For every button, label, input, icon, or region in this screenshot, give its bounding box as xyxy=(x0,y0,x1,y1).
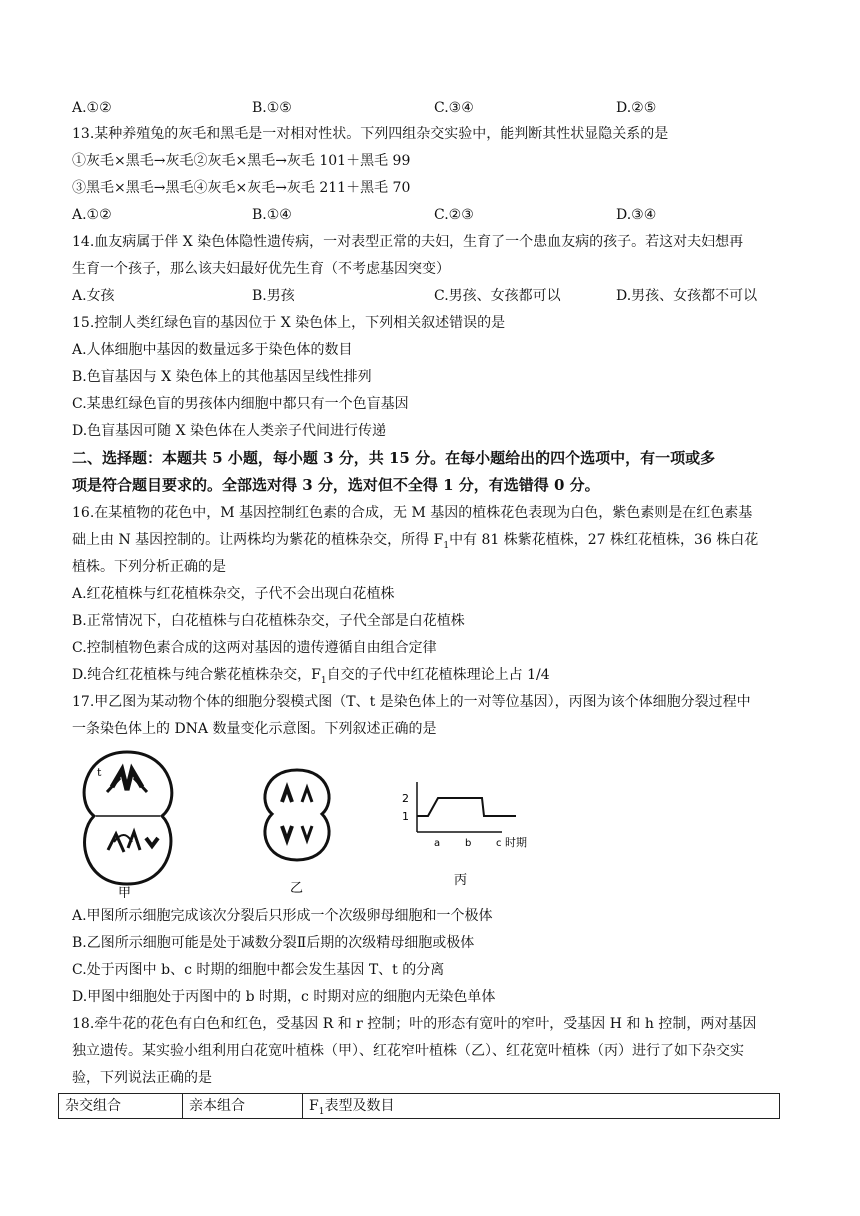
q13-stem: 13.某种养殖兔的灰毛和黑毛是一对相对性状。下列四组杂交实验中，能判断其性状显隐关系的是 xyxy=(72,126,669,142)
q15-option-c: C.某患红绿色盲的男孩体内细胞中都只有一个色盲基因 xyxy=(72,396,409,412)
figure-jia-gene-t: t xyxy=(97,766,102,779)
q16-option-d-post: 自交的子代中红花植株理论上占 1/4 xyxy=(326,667,550,683)
q16-stem-line-2 xyxy=(72,530,758,556)
figure-yi-cell xyxy=(265,770,329,860)
graph-y-tick-2: 2 xyxy=(402,792,409,805)
q12-option-c: C.③④ xyxy=(434,100,474,116)
q13-option-d: D.③④ xyxy=(616,207,657,223)
q14-option-c: C.男孩、女孩都可以 xyxy=(434,288,561,304)
q12-option-d: D.②⑤ xyxy=(616,100,657,116)
q13-option-c: C.②③ xyxy=(434,207,474,223)
graph-y-tick-1: 1 xyxy=(402,810,409,823)
q14-option-b: B.男孩 xyxy=(252,288,295,304)
section2-heading-line-2: 项是符合题目要求的。全部选对得 3 分，选对但不全得 1 分，有选错得 0 分。 xyxy=(72,476,600,494)
figure-bing-label: 丙 xyxy=(454,873,468,888)
q13-option-a: A.①② xyxy=(72,207,112,223)
figure-yi-label: 乙 xyxy=(290,881,304,896)
q16-option-d-subscript: 1 xyxy=(320,675,327,686)
q16-stem-line-2-post: 中有 81 株紫花植株，27 株红花植株，36 株白花 xyxy=(449,532,759,548)
figure-bing-graph xyxy=(417,782,516,832)
q13-cross-1-2: ①灰毛×黑毛→灰毛②灰毛×黑毛→灰毛 101＋黑毛 99 xyxy=(72,153,411,169)
q17-figures xyxy=(72,742,602,898)
q12-option-b: B.①⑤ xyxy=(252,100,292,116)
q13-option-b: B.①④ xyxy=(252,207,292,223)
q13-cross-3-4: ③黑毛×黑毛→黑毛④灰毛×灰毛→灰毛 211＋黑毛 70 xyxy=(72,180,411,196)
q17-option-b: B.乙图所示细胞可能是处于减数分裂Ⅱ后期的次级精母细胞或极体 xyxy=(72,935,475,951)
q16-stem-line-2-pre: 础上由 N 基因控制的。让两株均为紫花的植株杂交，所得 F xyxy=(72,532,444,548)
table-header-f1-subscript: 1 xyxy=(318,1106,325,1117)
graph-x-tick-a: a xyxy=(434,838,441,849)
q18-stem-line-1: 18.牵牛花的花色有白色和红色，受基因 R 和 r 控制；叶的形态有宽叶的窄叶，受基因 H 和 h 控制，两对基因 xyxy=(72,1016,757,1032)
q18-stem-line-2: 独立遗传。某实验小组利用白花宽叶植株（甲）、红花窄叶植株（乙）、红花宽叶植株（丙）进行了如下杂交实 xyxy=(72,1043,744,1059)
q14-stem-line-2: 生育一个孩子，那么该夫妇最好优先生育（不考虑基因突变） xyxy=(72,261,450,277)
table-header-f1 xyxy=(303,1094,779,1118)
section2-heading-line-1: 二、选择题：本题共 5 小题，每小题 3 分，共 15 分。在每小题给出的四个选项中，有一项或多 xyxy=(72,449,716,467)
table-header-cross: 杂交组合 xyxy=(59,1094,183,1118)
q15-stem: 15.控制人类红绿色盲的基因位于 X 染色体上，下列相关叙述错误的是 xyxy=(72,315,506,331)
q15-option-d: D.色盲基因可随 X 染色体在人类亲子代间进行传递 xyxy=(72,423,387,439)
q17-option-a: A.甲图所示细胞完成该次分裂后只形成一个次级卵母细胞和一个极体 xyxy=(72,908,493,924)
q15-option-a: A.人体细胞中基因的数量远多于染色体的数目 xyxy=(72,342,353,358)
q17-stem-line-1: 17.甲乙图为某动物个体的细胞分裂模式图（T、t 是染色体上的一对等位基因），丙图为该个体细胞分裂过程中 xyxy=(72,694,751,710)
q18-cross-table xyxy=(58,1093,780,1119)
q14-option-d: D.男孩、女孩都不可以 xyxy=(616,288,758,304)
table-header-parents: 亲本组合 xyxy=(183,1094,303,1118)
q16-option-a: A.红花植株与红花植株杂交，子代不会出现白花植株 xyxy=(72,586,395,602)
graph-dna-line xyxy=(417,798,516,816)
q15-option-b: B.色盲基因与 X 染色体上的其他基因呈线性排列 xyxy=(72,369,372,385)
table-header-f1-pre: F xyxy=(309,1098,319,1114)
figure-jia-label: 甲 xyxy=(118,886,132,898)
q17-option-c: C.处于丙图中 b、c 时期的细胞中都会发生基因 T、t 的分离 xyxy=(72,962,445,978)
q18-stem-line-3: 验，下列说法正确的是 xyxy=(72,1070,212,1086)
q16-option-d xyxy=(72,665,550,691)
q16-option-b: B.正常情况下，白花植株与白花植株杂交，子代全部是白花植株 xyxy=(72,613,465,629)
graph-x-tick-b: b xyxy=(465,838,472,849)
q16-option-d-pre: D.纯合红花植株与纯合紫花植株杂交，F xyxy=(72,667,321,683)
q16-stem-line-3: 植株。下列分析正确的是 xyxy=(72,559,226,575)
graph-x-axis-label: 时期 xyxy=(505,836,527,849)
q17-stem-line-2: 一条染色体上的 DNA 数量变化示意图。下列叙述正确的是 xyxy=(72,721,437,737)
q17-option-d: D.甲图中细胞处于丙图中的 b 时期，c 时期对应的细胞内无染色单体 xyxy=(72,989,496,1005)
table-header-f1-post: 表型及数目 xyxy=(324,1098,395,1114)
q12-option-a: A.①② xyxy=(72,100,112,116)
q14-option-a: A.女孩 xyxy=(72,288,115,304)
q16-option-c: C.控制植物色素合成的这两对基因的遗传遵循自由组合定律 xyxy=(72,640,437,656)
q16-f1-subscript: 1 xyxy=(443,540,450,551)
q16-stem-line-1: 16.在某植物的花色中，M 基因控制红色素的合成，无 M 基因的植株花色表现为白色，紫色素则是在红色素基 xyxy=(72,505,753,521)
q14-stem-line-1: 14.血友病属于伴 X 染色体隐性遗传病，一对表型正常的夫妇，生育了一个患血友病的孩子。若这对夫妇想再 xyxy=(72,234,744,250)
graph-x-tick-c: c xyxy=(496,838,502,849)
